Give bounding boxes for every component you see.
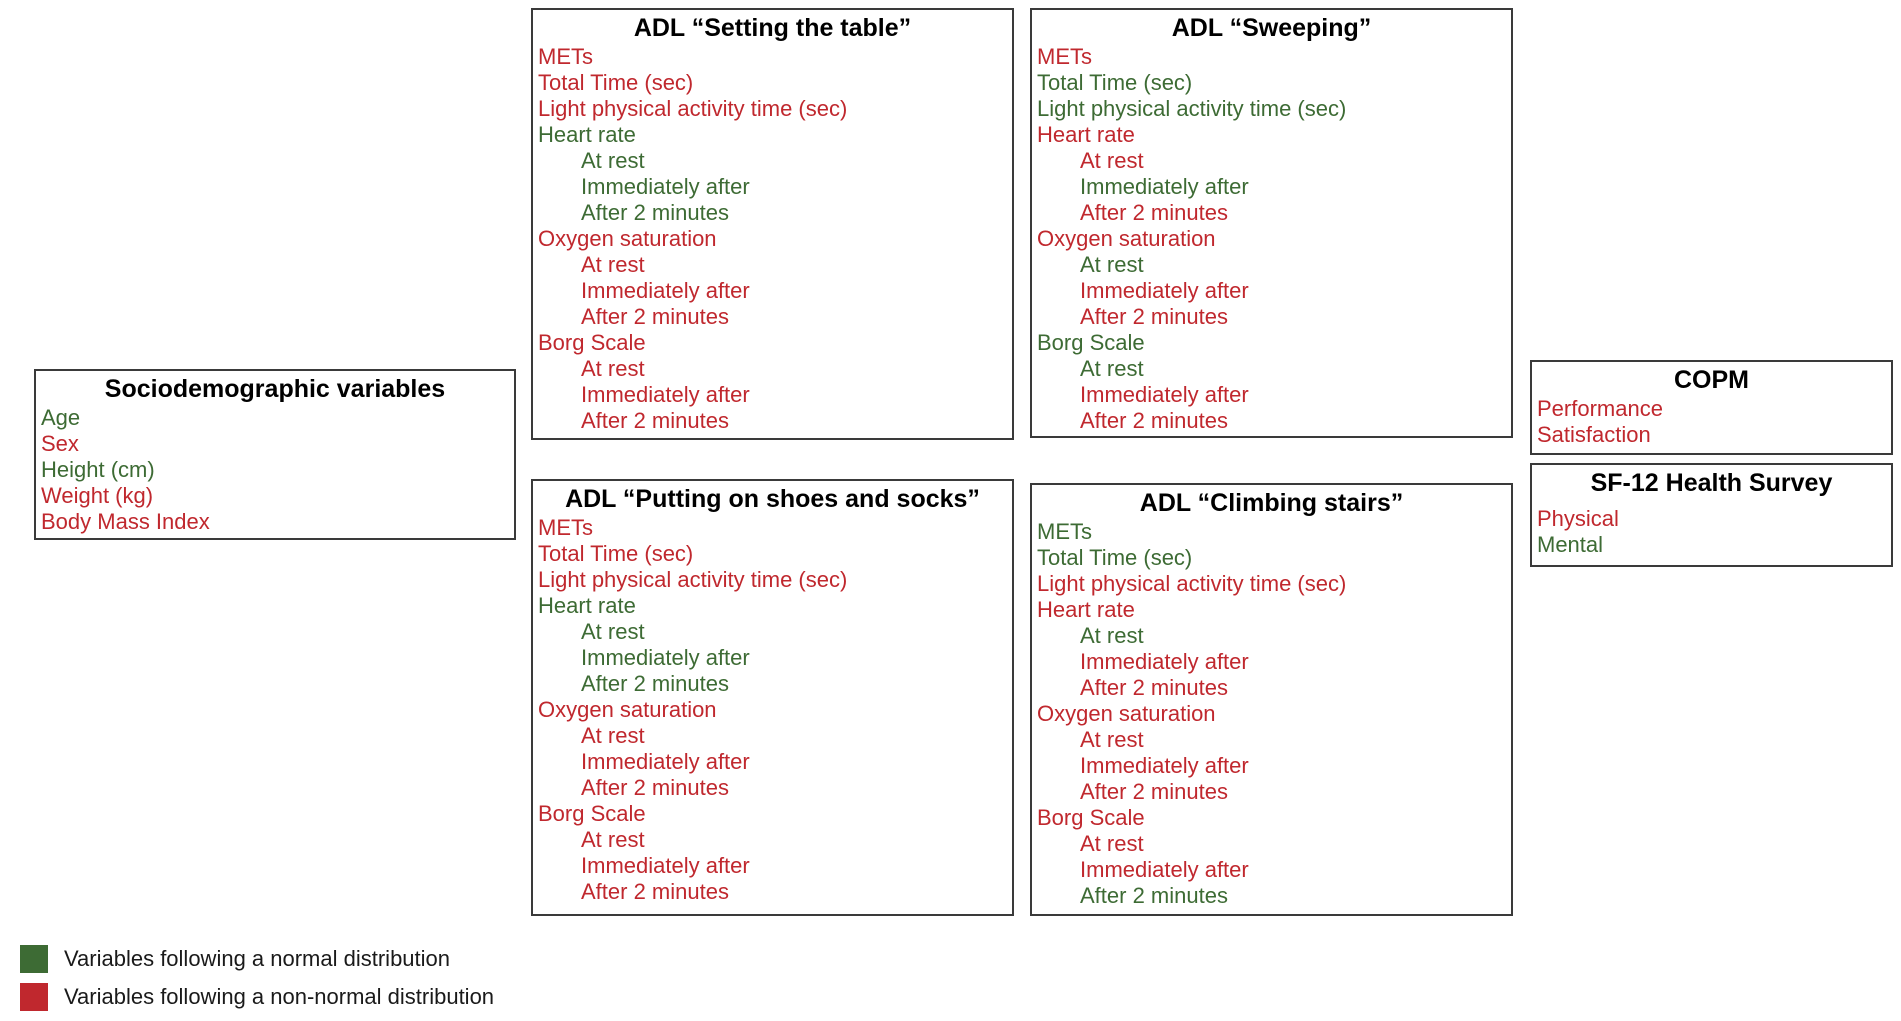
sub-variable-item: After 2 minutes xyxy=(1080,779,1228,804)
sub-variable-item: At rest xyxy=(1080,727,1144,752)
variable-item: Oxygen saturation xyxy=(538,697,717,722)
variable-item: METs xyxy=(1037,44,1092,69)
variable-item: Satisfaction xyxy=(1537,422,1651,447)
variable-list xyxy=(1032,44,1511,434)
sub-variable-item: Immediately after xyxy=(1080,382,1249,407)
box-title: ADL “Sweeping” xyxy=(1171,14,1372,42)
variable-item: METs xyxy=(538,44,593,69)
green-swatch-icon xyxy=(20,945,48,973)
box-title: Sociodemographic variables xyxy=(104,375,446,403)
variable-item: Oxygen saturation xyxy=(1037,226,1216,251)
sub-variable-item: At rest xyxy=(1080,252,1144,277)
sub-variable-item: After 2 minutes xyxy=(1080,675,1228,700)
sub-variable-item: After 2 minutes xyxy=(1080,883,1228,908)
variable-item: Sex xyxy=(41,431,79,456)
sub-variable-item: At rest xyxy=(581,619,645,644)
adl-climbing-stairs-box xyxy=(1030,483,1513,916)
sub-variable-item: Immediately after xyxy=(1080,278,1249,303)
legend-non-normal-label: Variables following a non-normal distribution xyxy=(64,984,495,1009)
box-title: COPM xyxy=(1674,366,1749,394)
sf12-box xyxy=(1530,463,1893,567)
sub-variable-item: At rest xyxy=(1080,623,1144,648)
sub-variable-item: At rest xyxy=(581,356,645,381)
variable-item: Light physical activity time (sec) xyxy=(1037,571,1347,596)
sub-variable-item: Immediately after xyxy=(581,174,750,199)
sub-variable-item: After 2 minutes xyxy=(1080,408,1228,433)
sub-variable-item: After 2 minutes xyxy=(581,775,729,800)
adl-sweeping-box xyxy=(1030,8,1513,438)
sub-variable-item: After 2 minutes xyxy=(581,200,729,225)
variable-item: METs xyxy=(1037,519,1092,544)
variable-item: Performance xyxy=(1537,396,1663,421)
sub-variable-item: At rest xyxy=(581,252,645,277)
sub-variable-item: After 2 minutes xyxy=(1080,304,1228,329)
variable-item: Total Time (sec) xyxy=(1037,545,1193,570)
variable-item: Borg Scale xyxy=(1037,330,1145,355)
sub-variable-item: At rest xyxy=(1080,356,1144,381)
sub-variable-item: After 2 minutes xyxy=(1080,200,1228,225)
variable-item: Total Time (sec) xyxy=(538,70,694,95)
variable-item: Weight (kg) xyxy=(41,483,154,508)
variable-list xyxy=(533,44,1012,434)
box-title: SF-12 Health Survey xyxy=(1590,469,1833,497)
sub-variable-item: Immediately after xyxy=(581,749,750,774)
sociodemographic-box xyxy=(34,369,516,540)
sub-variable-item: At rest xyxy=(1080,148,1144,173)
adl-shoes-socks-box xyxy=(531,479,1014,916)
variable-list xyxy=(533,515,1012,905)
sub-variable-item: Immediately after xyxy=(1080,174,1249,199)
variable-list xyxy=(1032,519,1511,909)
sub-variable-item: Immediately after xyxy=(1080,857,1249,882)
sub-variable-item: After 2 minutes xyxy=(581,879,729,904)
variable-item: Heart rate xyxy=(538,122,636,147)
variable-item: Mental xyxy=(1537,532,1604,557)
variable-item: Borg Scale xyxy=(538,801,646,826)
box-title: ADL “Putting on shoes and socks” xyxy=(565,485,980,513)
adl-setting-table-box xyxy=(531,8,1014,440)
copm-box xyxy=(1530,360,1893,455)
variable-list xyxy=(1532,506,1891,558)
sub-variable-item: Immediately after xyxy=(1080,753,1249,778)
variable-item: Physical xyxy=(1537,506,1619,531)
legend-normal-label: Variables following a normal distribution xyxy=(64,946,451,971)
variable-item: Total Time (sec) xyxy=(1037,70,1193,95)
variable-item: Borg Scale xyxy=(1037,805,1145,830)
sub-variable-item: At rest xyxy=(1080,831,1144,856)
sub-variable-item: Immediately after xyxy=(1080,649,1249,674)
variable-item: Oxygen saturation xyxy=(538,226,717,251)
variable-item: Age xyxy=(41,405,81,430)
red-swatch-icon xyxy=(20,983,48,1011)
box-title: ADL “Climbing stairs” xyxy=(1139,489,1404,517)
variable-item: Light physical activity time (sec) xyxy=(1037,96,1347,121)
sub-variable-item: After 2 minutes xyxy=(581,304,729,329)
sub-variable-item: Immediately after xyxy=(581,645,750,670)
legend xyxy=(20,940,494,1016)
variable-item: Heart rate xyxy=(538,593,636,618)
sub-variable-item: Immediately after xyxy=(581,382,750,407)
variable-item: Oxygen saturation xyxy=(1037,701,1216,726)
variable-item: Total Time (sec) xyxy=(538,541,694,566)
sub-variable-item: At rest xyxy=(581,148,645,173)
legend-normal xyxy=(20,940,494,978)
variable-item: Borg Scale xyxy=(538,330,646,355)
variable-list xyxy=(1532,396,1891,448)
legend-non-normal xyxy=(20,978,494,1016)
sub-variable-item: Immediately after xyxy=(581,853,750,878)
variable-item: METs xyxy=(538,515,593,540)
sub-variable-item: At rest xyxy=(581,723,645,748)
box-title: ADL “Setting the table” xyxy=(633,14,912,42)
variable-item: Height (cm) xyxy=(41,457,155,482)
variable-item: Heart rate xyxy=(1037,597,1135,622)
sub-variable-item: At rest xyxy=(581,827,645,852)
variable-list xyxy=(36,405,514,535)
variable-item: Heart rate xyxy=(1037,122,1135,147)
sub-variable-item: After 2 minutes xyxy=(581,671,729,696)
variable-item: Light physical activity time (sec) xyxy=(538,567,848,592)
sub-variable-item: Immediately after xyxy=(581,278,750,303)
sub-variable-item: After 2 minutes xyxy=(581,408,729,433)
variable-item: Body Mass Index xyxy=(41,509,210,534)
variable-item: Light physical activity time (sec) xyxy=(538,96,848,121)
